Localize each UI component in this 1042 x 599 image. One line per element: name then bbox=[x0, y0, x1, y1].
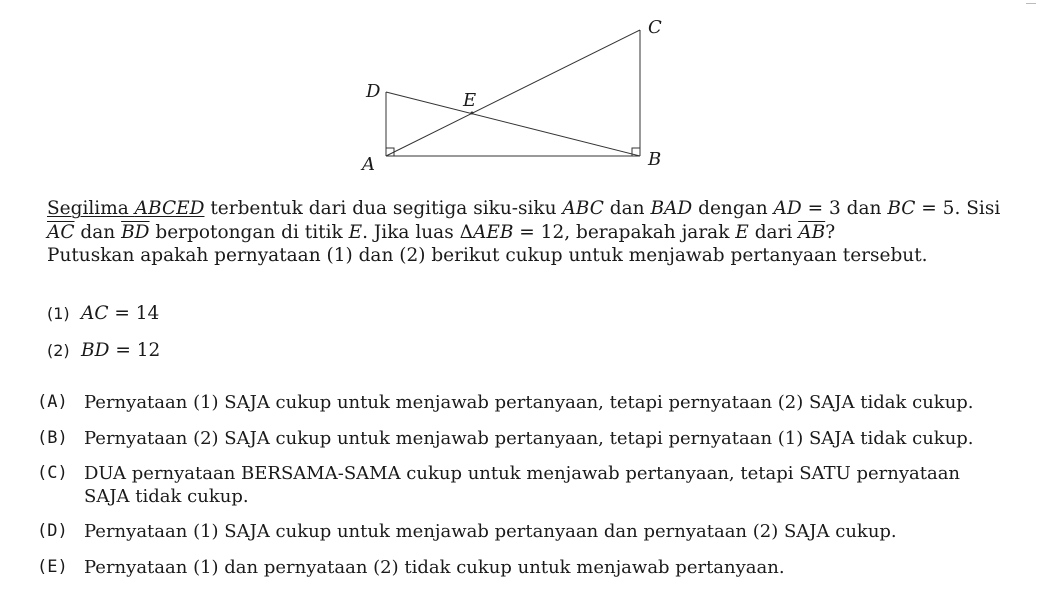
option-text: DUA pernyataan BERSAMA-SAMA cukup untuk menjawab pertanyaan, tetapi SATU pernyataan SAJA tidak cukup. bbox=[84, 463, 961, 508]
option-a[interactable] bbox=[37, 391, 987, 414]
statement-1: (1) AC = 14 bbox=[47, 303, 160, 324]
option-letter: (A) bbox=[37, 392, 68, 412]
label-b: B bbox=[648, 149, 662, 170]
problem-stem bbox=[47, 197, 1017, 268]
option-letter: (C) bbox=[37, 463, 68, 483]
statement-2: (2) BD = 12 bbox=[47, 340, 161, 361]
option-b[interactable] bbox=[37, 427, 987, 450]
option-letter: (E) bbox=[37, 557, 68, 577]
option-text: Pernyataan (2) SAJA cukup untuk menjawab pertanyaan, tetapi pernyataan (1) SAJA tidak cukup. bbox=[84, 428, 974, 449]
label-a: A bbox=[362, 154, 375, 175]
pentagon-name: ABCED bbox=[134, 198, 205, 219]
point-e-dot bbox=[471, 112, 474, 115]
label-d: D bbox=[366, 81, 381, 102]
option-letter: (B) bbox=[37, 428, 68, 448]
geometry-figure bbox=[0, 0, 1042, 190]
option-text: Pernyataan (1) SAJA cukup untuk menjawab pertanyaan, tetapi pernyataan (2) SAJA tidak cukup. bbox=[84, 392, 974, 413]
option-letter: (D) bbox=[37, 521, 68, 541]
segment-bd bbox=[386, 92, 640, 156]
label-c: C bbox=[648, 17, 662, 38]
problem-line-2: $\overline{AC}$ dan $\overline{BD}$ berpotongan di titik E. Jika luas ΔAEB = 12, berapakah jarak E dari $\overline{AB}$? bbox=[47, 221, 836, 243]
option-d[interactable] bbox=[37, 520, 987, 543]
label-e: E bbox=[463, 90, 477, 111]
option-e[interactable] bbox=[37, 556, 987, 579]
segment-ac bbox=[386, 30, 640, 156]
right-angle-a bbox=[386, 148, 394, 156]
problem-line-1: Segilima ABCED terbentuk dari dua segitiga siku-siku ABC dan BAD dengan AD = 3 dan BC = 5. Sisi bbox=[47, 198, 1001, 219]
instruction-text: Putuskan apakah pernyataan (1) dan (2) berikut cukup untuk menjawab pertanyaan tersebut. bbox=[47, 245, 928, 267]
option-text: Pernyataan (1) SAJA cukup untuk menjawab pertanyaan dan pernyataan (2) SAJA cukup. bbox=[84, 521, 897, 542]
option-c[interactable] bbox=[37, 462, 987, 509]
option-text: Pernyataan (1) dan pernyataan (2) tidak cukup untuk menjawab pertanyaan. bbox=[84, 557, 785, 578]
